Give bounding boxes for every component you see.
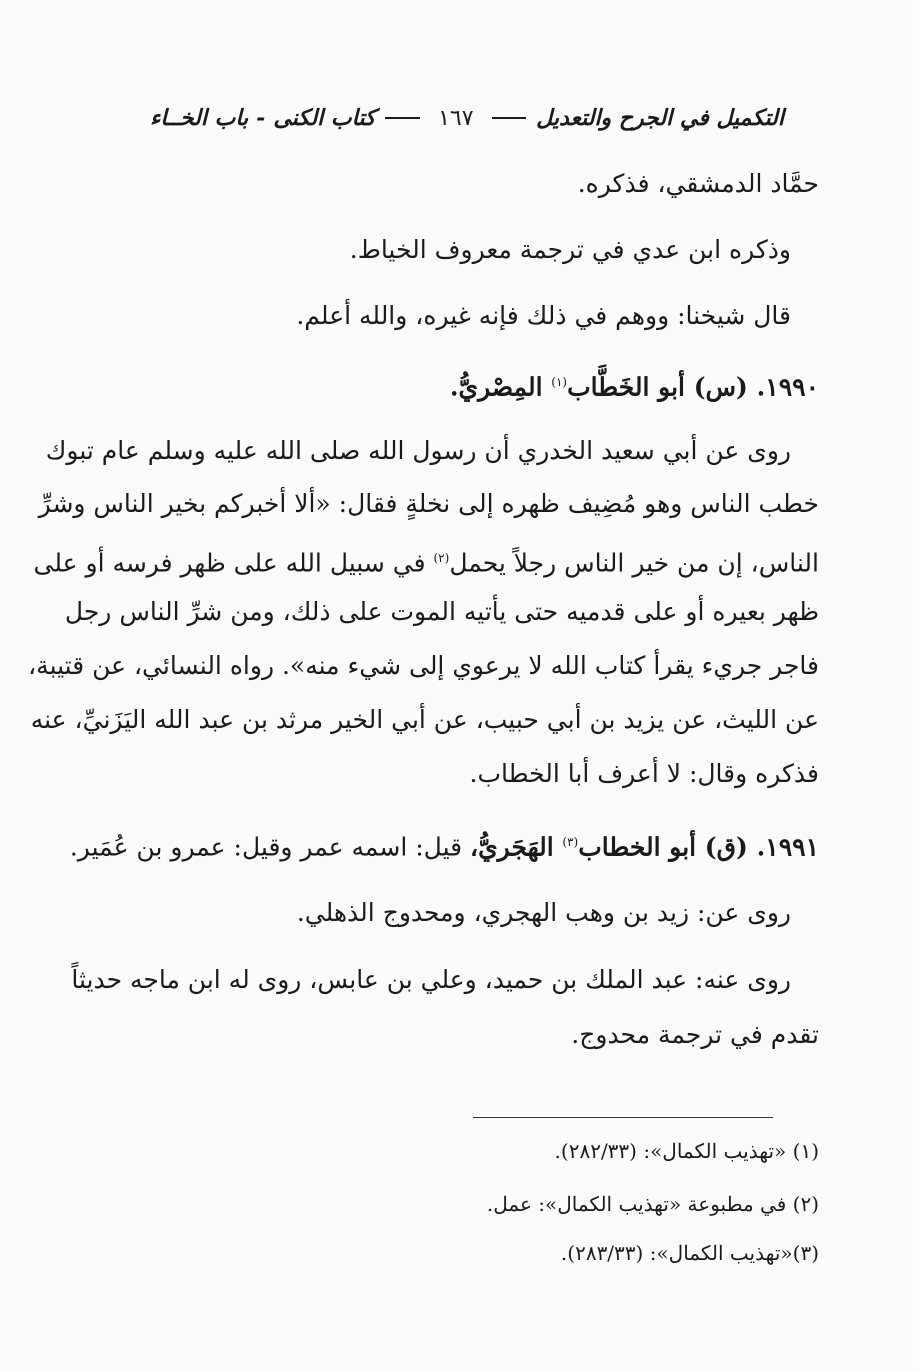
entry-heading-1990 <box>98 362 819 406</box>
text-line: وذكره ابن عدي في ترجمة معروف الخياط. <box>349 235 791 264</box>
footnote-ref: (١) <box>551 375 568 389</box>
text-line: فذكره وقال: لا أعرف أبا الخطاب. <box>469 759 819 788</box>
text-segment: في سبيل الله على ظهر فرسه أو على <box>33 548 434 578</box>
footnote: (١) «تهذيب الكمال»: (٢٨٢/٣٣). <box>554 1139 819 1163</box>
running-header <box>150 98 784 138</box>
text-line: قال شيخنا: ووهم في ذلك فإنه غيره، والله أعلم. <box>296 301 791 330</box>
footnote-rule <box>473 1117 773 1118</box>
text-line: تقدم في ترجمة محدوج. <box>571 1020 819 1049</box>
text-line: عن الليث، عن يزيد بن أبي حبيب، عن أبي الخير مرثد بن عبد الله اليَزَنيِّ، عنه <box>30 705 819 734</box>
text-line: حمَّاد الدمشقي، فذكره. <box>577 169 819 198</box>
footnote-ref: (٢) <box>433 551 450 565</box>
text-segment: الناس، إن من خير الناس رجلاً يحمل <box>449 548 819 578</box>
header-chapter-title: باب الخــاء <box>150 105 249 131</box>
text-line: فاجر جريء يقرأ كتاب الله لا يرعوي إلى شيء منه». رواه النسائي، عن قتيبة، <box>28 651 819 680</box>
entry-heading-1991 <box>69 822 819 866</box>
header-section-title: كتاب الكنى <box>273 105 376 131</box>
footnote-ref: (٣) <box>562 835 579 849</box>
entry-title: ١٩٩٠. (س) أبو الخَطَّاب <box>567 372 819 402</box>
text-line: روى عن: زيد بن وهب الهجري، ومحدوج الذهلي. <box>296 898 791 927</box>
text-line: ظهر بعيره أو على قدميه حتى يأتيه الموت على ذلك، ومن شرِّ الناس رجل <box>64 597 819 626</box>
header-separator: - <box>256 105 266 131</box>
text-line: خطب الناس وهو مُضِيف ظهره إلى نخلةٍ فقال: «ألا أخبركم بخير الناس وشرِّ <box>38 489 819 518</box>
text-line: روى عن أبي سعيد الخدري أن رسول الله صلى الله عليه وسلم عام تبوك <box>45 436 791 465</box>
page-number: ١٦٧ <box>438 105 474 131</box>
entry-name-note: قيل: اسمه عمر وقيل: عمرو بن عُمَير. <box>69 832 471 862</box>
entry-nisba: الهَجَريُّ، <box>470 832 563 862</box>
header-book-title: التكميل في الجرح والتعديل <box>536 105 784 131</box>
footnote: (٣)«تهذيب الكمال»: (٢٨٣/٣٣). <box>560 1241 819 1265</box>
header-dash-left <box>385 117 420 119</box>
text-line <box>33 538 819 582</box>
text-line: روى عنه: عبد الملك بن حميد، وعلي بن عابس، روى له ابن ماجه حديثاً <box>71 965 791 994</box>
header-dash-right <box>492 117 527 119</box>
entry-title: ١٩٩١. (ق) أبو الخطاب <box>578 832 819 862</box>
entry-nisba: المِصْريُّ. <box>449 372 552 402</box>
footnote: (٢) في مطبوعة «تهذيب الكمال»: عمل. <box>486 1192 819 1216</box>
